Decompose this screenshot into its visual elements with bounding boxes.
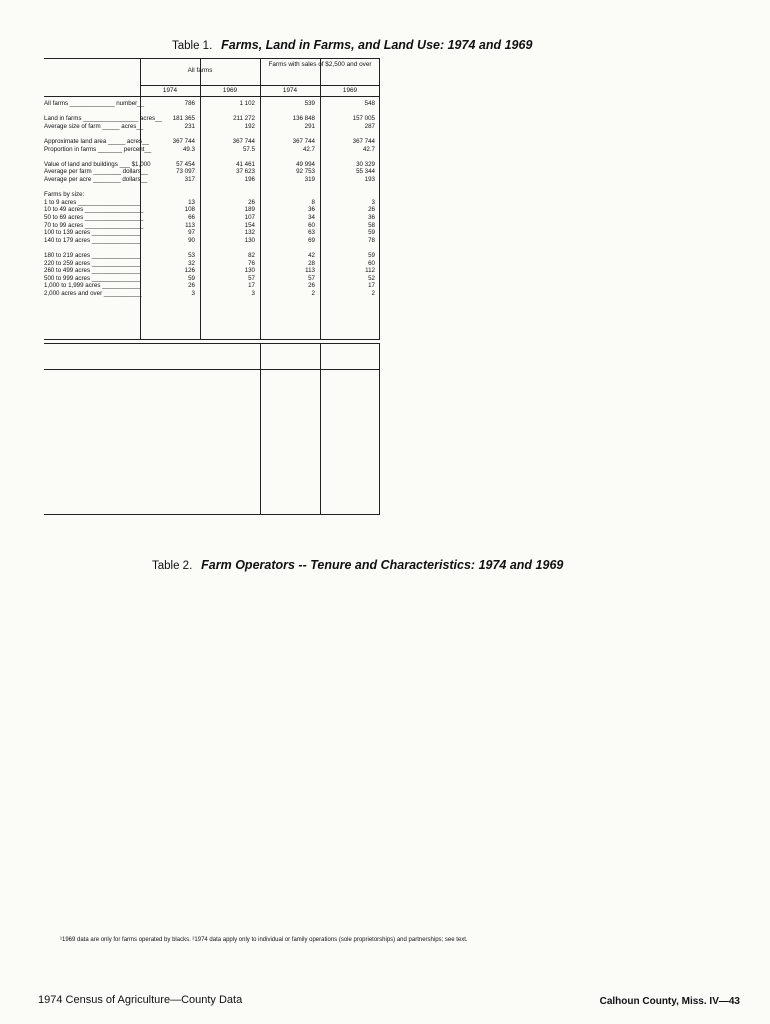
- row-value: 26: [308, 282, 315, 290]
- footnote: ¹1969 data are only for farms operated by blacks. ²1974 data apply only to individual or family operations (sole proprietorships) and partnerships; see text.: [60, 937, 468, 943]
- row-value: 60: [368, 259, 375, 267]
- row-label: 260 to 499 acres ______________: [44, 267, 140, 275]
- header-rule: [44, 369, 380, 370]
- row-value: 30 329: [356, 160, 375, 168]
- row-value: 2: [371, 290, 375, 297]
- row-value: 26: [368, 206, 375, 214]
- year-header: 1974: [282, 87, 298, 94]
- row-value: 26: [188, 282, 195, 290]
- row-value: 59: [368, 229, 375, 237]
- row-value: 42: [308, 252, 315, 259]
- row-value: 32: [188, 259, 195, 267]
- row-value: 92 753: [296, 168, 315, 176]
- row-value: 136 848: [292, 115, 315, 123]
- table1-number: Table 1.: [172, 40, 213, 52]
- panel-top-rule: [44, 58, 380, 59]
- row-value: 108: [184, 206, 195, 214]
- year-header: 1969: [342, 87, 358, 94]
- row-value: 113: [185, 221, 195, 229]
- row-value: 112: [365, 267, 375, 275]
- table1-title: [172, 36, 532, 54]
- row-label: Proportion in farms _______ percent__: [44, 145, 152, 153]
- row-value: 69: [308, 236, 315, 244]
- row-value: 231: [184, 122, 195, 130]
- row-label: Land in farms ________________ acres__: [44, 115, 162, 123]
- row-value: 189: [244, 206, 255, 214]
- row-value: 539: [304, 100, 315, 107]
- row-label: 1,000 to 1,999 acres ___________: [44, 282, 140, 290]
- row-value: 3: [191, 290, 195, 297]
- group-header: All farms: [187, 67, 213, 74]
- row-label: Average per acre ________ dollars__: [44, 176, 148, 183]
- row-value: 107: [244, 214, 255, 221]
- row-value: 13: [188, 198, 195, 206]
- row-value: 157 005: [352, 115, 375, 123]
- row-value: 58: [368, 221, 375, 229]
- row-value: 37 623: [236, 168, 255, 176]
- row-value: 317: [184, 176, 195, 183]
- row-label: Farms by size:: [44, 191, 85, 199]
- table2-right-panel: [410, 578, 746, 932]
- row-label: All farms _____________ number__: [44, 100, 145, 107]
- row-label: 140 to 179 acres ______________: [44, 236, 140, 244]
- row-value: 59: [188, 274, 195, 282]
- table1-right-lower-panel: [410, 322, 746, 515]
- column-rule: [379, 343, 380, 515]
- row-value: 367 744: [172, 138, 195, 145]
- table1-left-lower-panel: [44, 343, 380, 515]
- row-value: 130: [244, 236, 255, 244]
- row-label: 2,000 acres and over ___________: [44, 290, 142, 297]
- column-rule: [260, 343, 261, 515]
- row-value: 3: [251, 290, 255, 297]
- row-value: 17: [368, 282, 375, 290]
- row-value: 42.7: [302, 145, 315, 153]
- row-label: Average per farm ________ dollars__: [44, 168, 148, 176]
- row-label: 500 to 999 acres ______________: [44, 274, 140, 282]
- row-value: 97: [188, 229, 195, 237]
- row-value: 367 744: [352, 138, 375, 145]
- row-label: 50 to 69 acres _________________: [44, 214, 144, 221]
- table2-left-panel: [44, 578, 380, 932]
- row-value: 192: [244, 122, 255, 130]
- page-footer: Calhoun County, Miss. IV—43: [599, 996, 740, 1007]
- row-label: 100 to 139 acres ______________: [44, 229, 140, 237]
- row-value: 193: [364, 176, 375, 183]
- column-rule: [379, 58, 380, 340]
- row-value: 76: [248, 259, 255, 267]
- row-value: 57: [248, 274, 255, 282]
- row-value: 3: [371, 198, 375, 206]
- row-value: 548: [364, 100, 375, 107]
- row-label: Average size of farm _____ acres__: [44, 122, 144, 130]
- row-label: 220 to 259 acres ______________: [44, 259, 140, 267]
- row-value: 49.3: [182, 145, 195, 153]
- row-label: Approximate land area _____ acres__: [44, 138, 149, 145]
- row-value: 113: [305, 267, 315, 275]
- row-value: 196: [244, 176, 255, 183]
- row-value: 367 744: [292, 138, 315, 145]
- table1-heading: Farms, Land in Farms, and Land Use: 1974 and 1969: [221, 38, 533, 52]
- row-value: 36: [308, 206, 315, 214]
- row-value: 34: [308, 214, 315, 221]
- row-value: 291: [304, 122, 315, 130]
- row-value: 57 454: [176, 160, 195, 168]
- row-value: 57: [308, 274, 315, 282]
- row-value: 66: [188, 214, 195, 221]
- row-value: 41 461: [236, 160, 255, 168]
- row-value: 154: [244, 221, 255, 229]
- panel-bottom-rule: [44, 339, 380, 340]
- table1-left-panel: [44, 58, 380, 340]
- table2-heading: Farm Operators -- Tenure and Characteristics: 1974 and 1969: [201, 558, 564, 572]
- row-value: 8: [311, 198, 315, 206]
- header-rule: [44, 96, 380, 97]
- row-label: 70 to 99 acres _________________: [44, 221, 144, 229]
- panel-bottom-rule: [44, 514, 380, 515]
- row-value: 57.5: [242, 145, 255, 153]
- row-label: 180 to 219 acres ______________: [44, 252, 140, 259]
- row-label: 10 to 49 acres _________________: [44, 206, 144, 214]
- row-value: 73 097: [176, 168, 195, 176]
- year-header: 1969: [222, 87, 238, 94]
- row-value: 181 365: [172, 115, 195, 123]
- row-value: 28: [308, 259, 315, 267]
- year-rule: [140, 85, 380, 86]
- row-value: 82: [248, 252, 255, 259]
- row-value: 211 272: [233, 115, 255, 123]
- row-value: 60: [308, 221, 315, 229]
- row-value: 367 744: [232, 138, 255, 145]
- row-value: 287: [364, 122, 375, 130]
- row-value: 26: [248, 198, 255, 206]
- table2-number: Table 2.: [152, 560, 193, 572]
- group-header: Farms with sales of $2,500 and over: [268, 61, 372, 68]
- table1-right-panel: [410, 58, 746, 320]
- row-value: 55 344: [356, 168, 375, 176]
- row-value: 52: [368, 274, 375, 282]
- row-value: 1 102: [239, 100, 255, 107]
- table2-title: [152, 556, 563, 574]
- row-value: 2: [311, 290, 315, 297]
- year-header: 1974: [162, 87, 178, 94]
- row-value: 132: [244, 229, 255, 237]
- row-label: 1 to 9 acres __________________: [44, 198, 140, 206]
- publication-footer: 1974 Census of Agriculture—County Data: [38, 994, 243, 1006]
- row-label: Value of land and buildings ___ $1,000: [44, 160, 151, 168]
- panel-top-rule: [44, 343, 380, 344]
- row-value: 42.7: [362, 145, 375, 153]
- row-value: 53: [188, 252, 195, 259]
- row-value: 17: [248, 282, 255, 290]
- row-value: 319: [304, 176, 315, 183]
- row-value: 90: [188, 236, 195, 244]
- row-value: 59: [368, 252, 375, 259]
- column-rule: [320, 343, 321, 515]
- row-value: 49 994: [296, 160, 315, 168]
- row-value: 130: [244, 267, 255, 275]
- row-value: 63: [308, 229, 315, 237]
- row-value: 126: [184, 267, 195, 275]
- row-value: 36: [368, 214, 375, 221]
- row-value: 78: [368, 236, 375, 244]
- row-value: 786: [184, 100, 195, 107]
